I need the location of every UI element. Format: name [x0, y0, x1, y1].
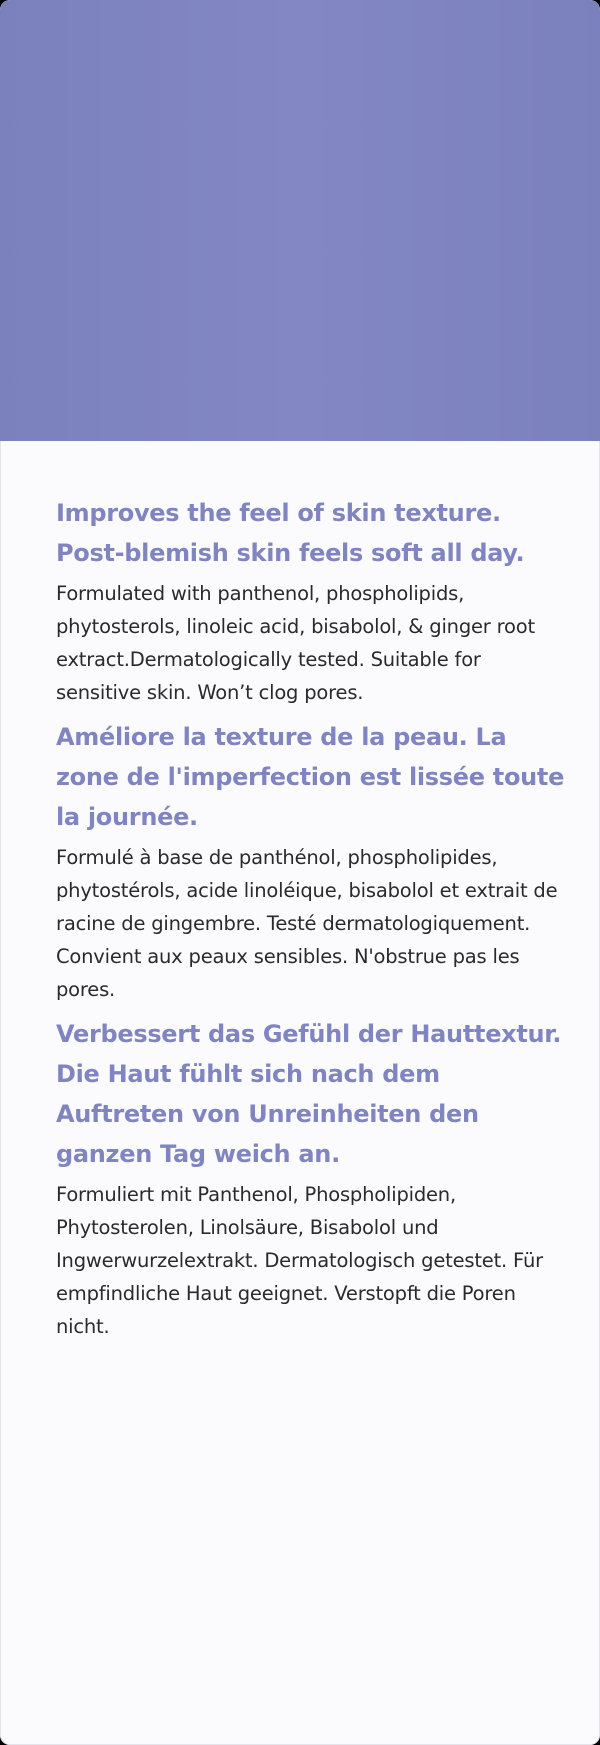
section-french — [56, 717, 566, 1006]
description-content — [56, 493, 566, 1343]
body-french: Formulé à base de panthénol, phospholipides, phytostérols, acide linoléique, bisabolol et extrait de racine de gingembre. Testé dermatologiquement. Convient aux peaux sensibles. N'obstrue pas les pores. — [56, 846, 558, 1001]
body-english: Formulated with panthenol, phospholipids, phytosterols, linoleic acid, bisabolol, & ginger root extract.Dermatologically tested. Suitable for sensitive skin. Won’t clog pores. — [56, 582, 535, 704]
body-german: Formuliert mit Panthenol, Phospholipiden, Phytosterolen, Linolsäure, Bisabolol und Ingwerwurzelextrakt. Dermatologisch getestet. Für empfindliche Haut geeignet. Verstopft die Poren nicht. — [56, 1183, 543, 1338]
heading-french: Améliore la texture de la peau. La zone de l'imperfection est lissée toute la journée. — [56, 723, 565, 831]
heading-english: Improves the feel of skin texture. Post-blemish skin feels soft all day. — [56, 499, 525, 567]
section-german — [56, 1014, 566, 1343]
heading-german: Verbessert das Gefühl der Hauttextur. Die Haut fühlt sich nach dem Auftreten von Unreinheiten den ganzen Tag weich an. — [56, 1020, 562, 1168]
section-english — [56, 493, 566, 709]
color-band — [0, 0, 600, 441]
